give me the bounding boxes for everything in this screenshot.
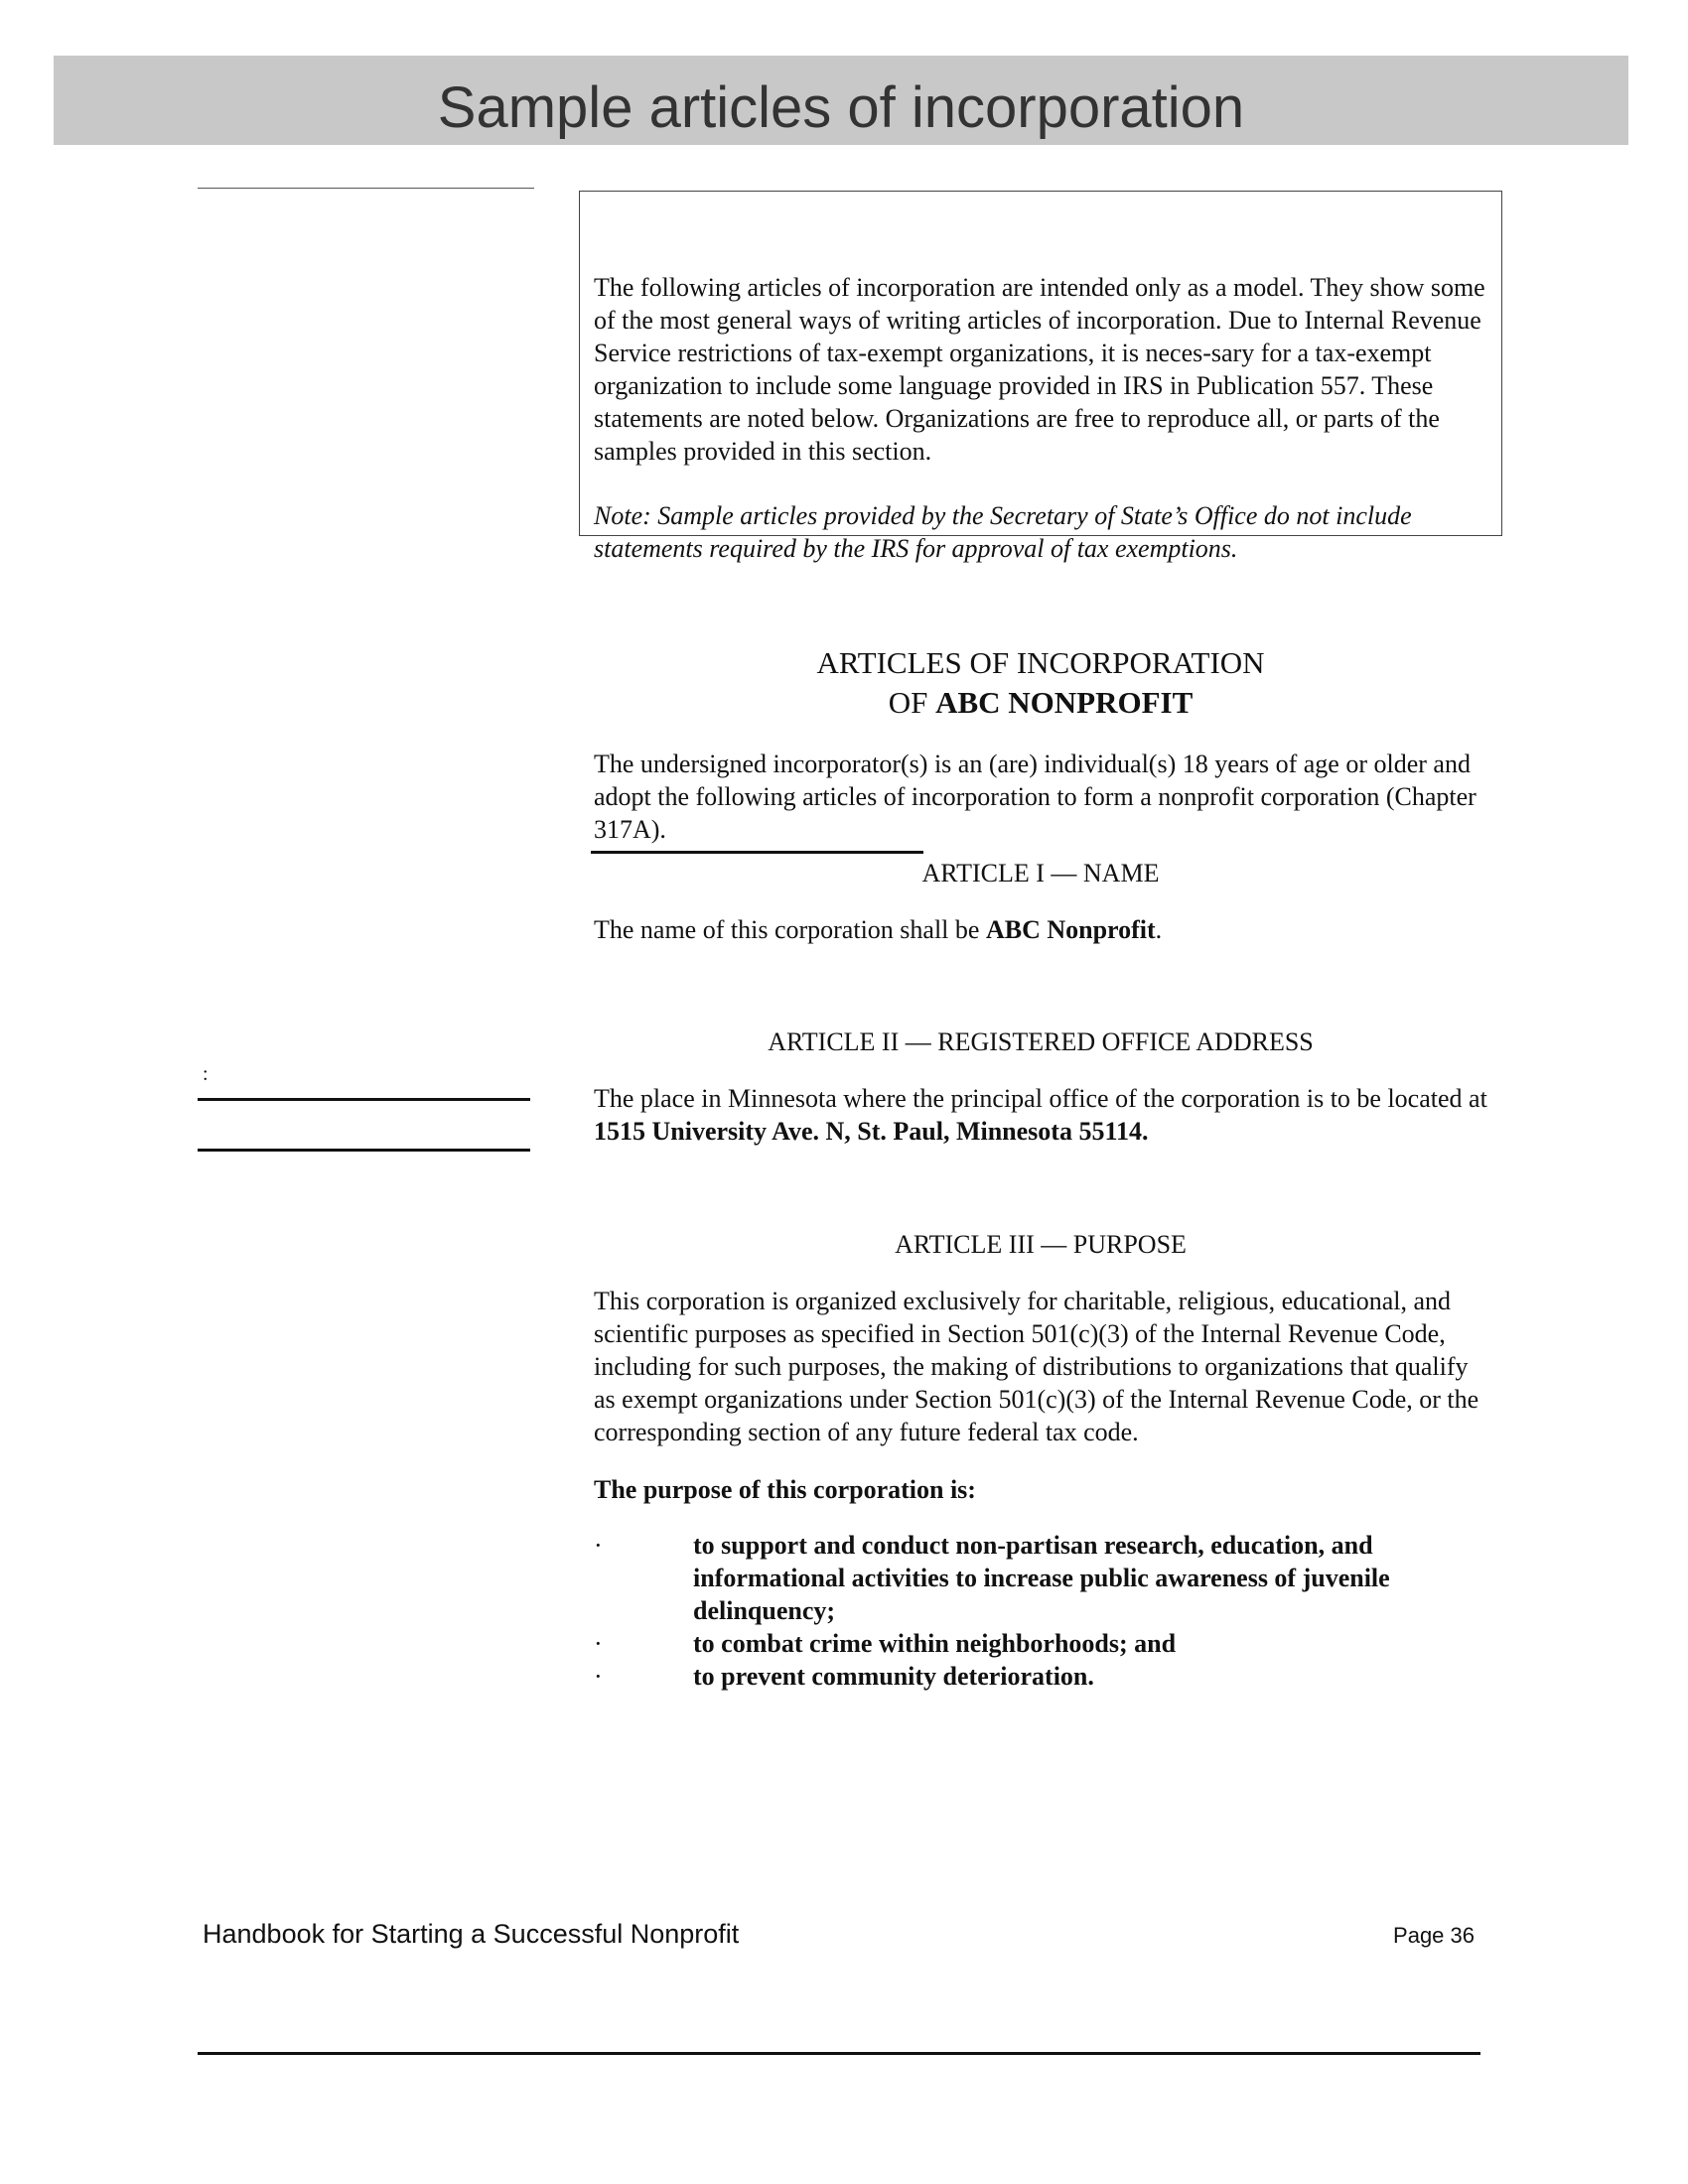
document-title-name: ABC NONPROFIT (935, 685, 1194, 720)
document-title (594, 643, 1487, 723)
article2-text-before: The place in Minnesota where the principal office of the corporation is to be located at (594, 1084, 1487, 1113)
article1-text-before: The name of this corporation shall be (594, 915, 986, 944)
office-address: 1515 University Ave. N, St. Paul, Minnesota 55114. (594, 1117, 1149, 1146)
purpose-list (594, 1529, 1489, 1693)
article2-heading: ARTICLE II — REGISTERED OFFICE ADDRESS (768, 1027, 1314, 1056)
purpose-item-text: to support and conduct non-partisan research, education, and informational activities to increase public awareness of juvenile delinquency; (693, 1531, 1390, 1625)
bullet-icon: · (594, 1531, 603, 1560)
sidebar-rule-1 (198, 1098, 530, 1101)
footer-page-number: Page 36 (1393, 1923, 1475, 1948)
article2-text (594, 1082, 1489, 1148)
footer-rule (198, 2052, 1480, 2055)
purpose-item-text: to combat crime within neighborhoods; and (693, 1629, 1177, 1658)
intro-note: Note: Sample articles provided by the Secretary of State’s Office do not include statements required by the IRS for approval of tax exemptions. (594, 501, 1412, 563)
article1-text (594, 913, 1489, 946)
corporation-name: ABC Nonprofit (985, 915, 1156, 944)
article1-heading: ARTICLE I — NAME (921, 859, 1160, 887)
sidebar-rule-top (198, 188, 534, 189)
purpose-item-3 (594, 1660, 1489, 1693)
purpose-label: The purpose of this corporation is: (594, 1475, 976, 1504)
document-title-line2 (594, 683, 1487, 723)
purpose-item-1 (594, 1529, 1489, 1627)
footer-handbook-title: Handbook for Starting a Successful Nonprofit (203, 1919, 740, 1949)
article1-text-after: . (1155, 915, 1163, 944)
purpose-item-2 (594, 1627, 1489, 1660)
sidebar-colon: : (203, 1063, 209, 1085)
article3-heading: ARTICLE III — PURPOSE (895, 1230, 1187, 1259)
document-title-of: OF (888, 685, 936, 720)
sidebar-rule-2 (198, 1149, 530, 1152)
document-title-line1: ARTICLES OF INCORPORATION (816, 645, 1265, 680)
bullet-icon: · (594, 1629, 603, 1658)
preamble-text: The undersigned incorporator(s) is an (are) individual(s) 18 years of age or older and adopt the following articles of incorporation to form a nonprofit corporation (Chapter 317A). (594, 750, 1477, 844)
intro-text: The following articles of incorporation are intended only as a model. They show some of the most general ways of writing articles of incorporation. Due to Internal Revenue Service restrictions of tax-exempt organizations, it is neces-sary for a tax-exempt organization to include some language provided in IRS in Publication 557. These statements are noted below. Organizations are free to reproduce all, or parts of the samples provided in this section. (594, 273, 1485, 466)
page-title: Sample articles of incorporation (437, 75, 1245, 140)
preamble-rule (591, 851, 923, 854)
bullet-icon: · (594, 1662, 603, 1691)
article3-text: This corporation is organized exclusively for charitable, religious, educational, and scientific purposes as specified in Section 501(c)(3) of the Internal Revenue Code, including for such purposes, the making of distributions to organizations that qualify as exempt organizations under Section 501(c)(3) of the Internal Revenue Code, or the corresponding section of any future federal tax code. (594, 1287, 1479, 1446)
purpose-item-text: to prevent community deterioration. (693, 1662, 1094, 1691)
